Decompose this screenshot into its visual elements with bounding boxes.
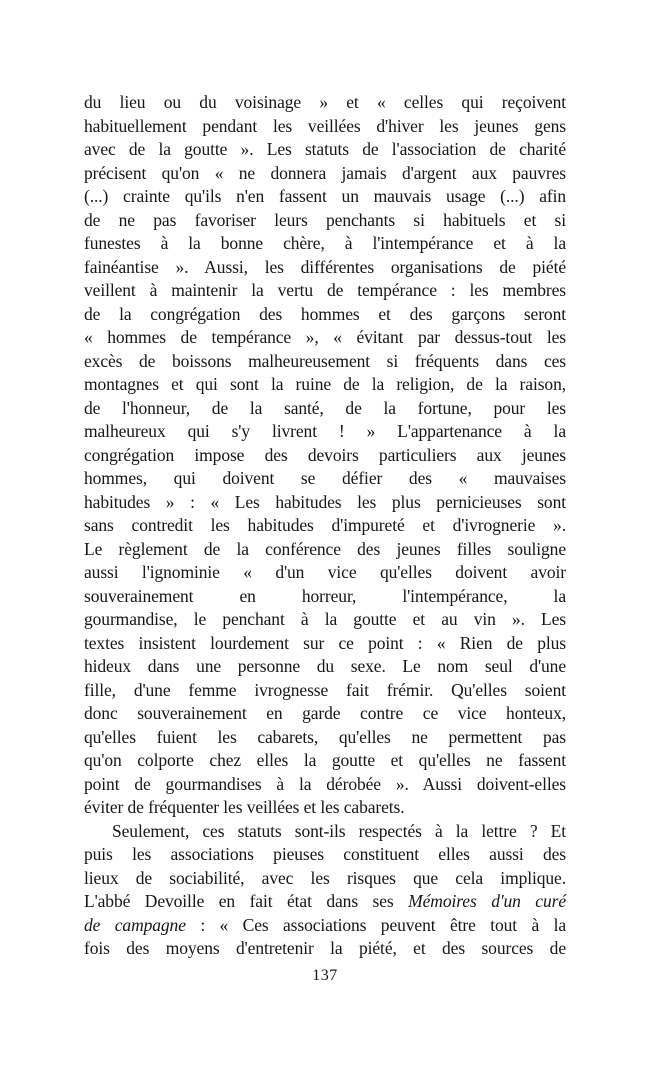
text-segment: congrégation impose des devoirs particuliers aux jeunes [84,444,566,465]
text-line [84,397,566,421]
text-line [84,514,566,538]
text-segment: habituellement pendant les veillées d'hiver les jeunes gens [84,115,566,136]
text-line [84,585,566,609]
text-segment: lieux de sociabilité, avec les risques que cela implique. [84,867,566,888]
text-segment: « hommes de tempérance », « évitant par dessus-tout les [84,327,566,347]
text-segment: Le règlement de la conférence des jeunes filles souligne [84,538,566,559]
text-line [84,867,566,891]
text-segment: avec de la goutte ». Les statuts de l'association de charité [84,139,566,159]
text-line [84,561,566,585]
text-segment: fainéantise ». Aussi, les différentes organisations de piété [84,256,566,277]
text-line [84,256,566,280]
text-segment: éviter de fréquenter les veillées et les cabarets. [84,797,405,817]
text-segment: point de gourmandises à la dérobée ». Aussi doivent-elles [84,773,566,794]
text-segment: du lieu ou du voisinage » et « celles qui reçoivent [84,92,566,112]
text-segment: de l'honneur, de la santé, de la fortune, pour les [84,397,566,418]
page-number: 137 [312,967,338,984]
text-block [84,91,566,961]
text-line [84,914,566,938]
text-segment: fille, d'une femme ivrognesse fait frémir. Qu'elles soient [84,679,566,700]
text-line [84,279,566,303]
italic-text-segment: de campagne [84,914,186,935]
text-line [84,538,566,562]
text-segment: : « Ces associations peuvent être tout à la [185,914,567,935]
italic-text-segment: Mémoires d'un curé [408,891,566,911]
text-line [84,373,566,397]
text-segment: fois des moyens d'entretenir la piété, et des sources de [84,938,566,958]
paragraph [84,820,566,961]
text-segment: hideux dans une personne du sexe. Le nom seul d'une [84,656,566,676]
text-line [84,632,566,656]
text-line [84,138,566,162]
text-segment: Seulement, ces statuts sont-ils respectés à la lettre ? Et [112,820,566,841]
text-segment: qu'on colporte chez elles la goutte et qu'elles ne fassent [84,750,566,770]
text-segment: malheureux qui s'y livrent ! » L'appartenance à la [84,421,566,441]
text-segment: funestes à la bonne chère, à l'intempérance et à la [84,233,566,253]
text-line [84,162,566,186]
text-segment: habitudes » : « Les habitudes les plus pernicieuses sont [84,491,566,512]
paragraph [84,91,566,820]
text-segment: donc souverainement en garde contre ce vice honteux, [84,703,566,723]
text-line [84,491,566,515]
text-segment: sans contredit les habitudes d'impureté et d'ivrognerie ». [84,515,566,535]
text-line [84,185,566,209]
text-line [84,820,566,844]
text-segment: précisent qu'on « ne donnera jamais d'argent aux pauvres [84,162,566,183]
text-line [84,326,566,350]
text-line [84,679,566,703]
text-segment: montagnes et qui sont la ruine de la religion, de la raison, [84,374,566,394]
text-line [84,890,566,914]
text-segment: textes insistent lourdement sur ce point : « Rien de plus [84,632,566,653]
text-line [84,115,566,139]
text-line [84,773,566,797]
text-line [84,91,566,115]
text-segment: de ne pas favoriser leurs penchants si habituels et si [84,209,566,230]
text-line [84,702,566,726]
text-line [84,726,566,750]
text-segment: (...) crainte qu'ils n'en fassent un mauvais usage (...) afin [84,186,566,206]
text-line [84,350,566,374]
text-line [84,467,566,491]
text-line [84,209,566,233]
text-segment: gourmandise, le penchant à la goutte et au vin ». Les [84,609,566,629]
text-segment: L'abbé Devoille en fait état dans ses [84,891,409,911]
text-line [84,232,566,256]
text-segment: qu'elles fuient les cabarets, qu'elles ne permettent pas [84,726,566,747]
text-line [84,444,566,468]
text-segment: excès de boissons malheureusement si fréquents dans ces [84,350,566,371]
text-line [84,749,566,773]
text-segment: souverainement en horreur, l'intempérance, la [84,585,566,606]
text-segment: veillent à maintenir la vertu de tempérance : les membres [84,280,566,300]
text-line [84,796,566,820]
text-line [84,608,566,632]
text-segment: puis les associations pieuses constituent elles aussi des [84,844,566,864]
text-line [84,843,566,867]
text-line [84,937,566,961]
text-segment: de la congrégation des hommes et des garçons seront [84,303,566,324]
text-segment: hommes, qui doivent se défier des « mauvaises [84,468,566,488]
text-line [84,303,566,327]
text-line [84,420,566,444]
text-line [84,655,566,679]
text-segment: aussi l'ignominie « d'un vice qu'elles doivent avoir [84,562,566,582]
